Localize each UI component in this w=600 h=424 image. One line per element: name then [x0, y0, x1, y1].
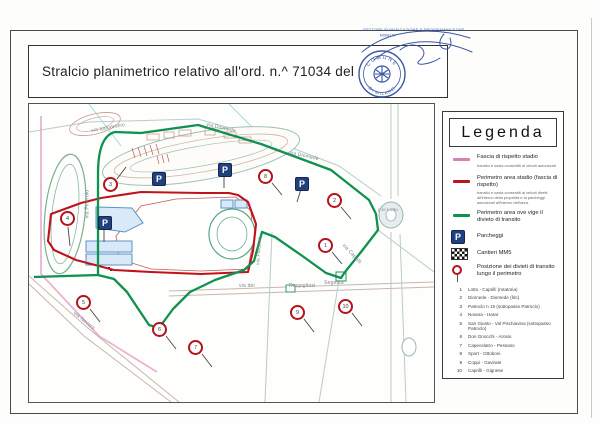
position-label: Don Gnocchi - Arosio	[468, 334, 512, 340]
transit-ban-marker: 9	[290, 305, 305, 320]
position-label: Novara - Harar	[468, 312, 499, 318]
position-row	[449, 334, 559, 339]
position-num: 3	[459, 303, 462, 309]
parking-icon: P	[98, 216, 112, 230]
street-label: via dei	[239, 283, 255, 289]
legend-item-sub: transito e sosta consentiti ai veicoli autorizzati	[477, 163, 556, 168]
street-label: via Diomede	[288, 149, 320, 163]
street-label: via Caprilli	[340, 242, 363, 266]
street-label: p.le Lotto	[377, 207, 399, 212]
position-num: 8	[459, 351, 462, 357]
position-num: 6	[459, 334, 462, 340]
seal-text-bottom: DI MILANO	[367, 85, 397, 97]
position-label: Sport - Ottoboni	[468, 351, 501, 357]
position-row	[449, 312, 559, 317]
position-label: Diomede - Diomede (fdc)	[468, 295, 520, 301]
legend-panel	[442, 111, 564, 379]
parking-icon: P	[152, 172, 166, 186]
transit-ban-marker: 1	[318, 238, 333, 253]
page-title: Stralcio planimetrico relativo all'ord. n.^ 71034 del	[42, 64, 355, 79]
position-label: Lotto - Caprilli (rotatoria)	[468, 287, 518, 292]
position-label: San Giusto - Val Pischiavina (sottopasso Patroclo)	[468, 320, 551, 331]
position-num: 10	[456, 367, 462, 373]
position-num: 2	[459, 295, 462, 301]
municipal-stamp	[348, 22, 478, 110]
marker-swatch-icon	[452, 265, 462, 275]
legend-title: Legenda	[461, 123, 545, 141]
positions-list	[449, 287, 559, 373]
map-canvas	[29, 104, 434, 402]
street-label: via Pinerolo	[84, 189, 91, 219]
scan-edge-line	[591, 18, 592, 418]
legend-item-label: Fascia di rispetto stadio	[477, 154, 538, 160]
parking-icon: P	[295, 177, 309, 191]
street-label: via Diomede	[205, 121, 237, 135]
position-label: Caprilli - Gignese	[468, 367, 504, 373]
parking-icon: P	[218, 163, 232, 177]
position-row	[449, 295, 559, 300]
checker-swatch-icon	[451, 248, 468, 260]
stadium-area	[116, 197, 255, 271]
street-label: via Novara	[71, 310, 96, 332]
position-label: Capecelatro - Pessano	[468, 342, 515, 348]
transit-ban-marker: 4	[60, 211, 75, 226]
map-panel	[28, 103, 435, 403]
street-label: Segesta	[324, 280, 344, 286]
pink-line-swatch-icon	[453, 158, 470, 161]
position-num: 4	[459, 312, 462, 318]
position-num: 5	[459, 320, 462, 326]
position-num: 9	[459, 359, 462, 365]
position-row	[449, 368, 559, 373]
position-row	[449, 321, 559, 331]
seal-text-top: COMUNE	[365, 54, 399, 68]
legend-item-label: Cantieri MM5	[477, 250, 512, 256]
legend-item-label: Parcheggi	[477, 233, 504, 239]
transit-ban-marker: 8	[258, 169, 273, 184]
street-label: via Palatino	[255, 236, 264, 266]
stamp-office-line1: SETTORE PIANIFICAZIONE E PROGRAMMAZIONE	[363, 28, 465, 32]
legend-item-label: Perimetro area stadio (fascia di rispetto)	[477, 175, 558, 189]
street-label: via Ippodromo	[90, 122, 126, 134]
position-label: Coppi - Gavirate	[468, 359, 502, 365]
position-label: Patroclo n 19 (sottopasso Patroclo)	[468, 303, 540, 309]
position-num: 7	[459, 342, 462, 348]
position-row	[449, 304, 559, 309]
position-row	[449, 343, 559, 348]
legend-item-label: Posizione dei divieti di transito lungo il perimetro	[477, 264, 555, 278]
transit-ban-marker: 5	[76, 295, 91, 310]
legend-item-sub: transito e sosta consentiti ai veicoli diretti all'interno della proprietà e ai parcheggi autorizzati all'interno dell'area.	[477, 190, 548, 206]
legend-title-box	[449, 118, 557, 147]
transit-ban-marker: 2	[327, 193, 342, 208]
transit-ban-marker: 3	[103, 177, 118, 192]
position-row	[449, 351, 559, 356]
parking-icon: P	[451, 230, 465, 244]
transit-ban-marker: 10	[338, 299, 353, 314]
position-num: 1	[459, 287, 462, 292]
stamp-office-line2: MOBILITA'	[379, 33, 397, 38]
position-row	[449, 287, 559, 292]
legend-item-label: Perimetro area ove vige il divieto di transito	[477, 210, 543, 224]
transit-ban-marker: 6	[152, 322, 167, 337]
transit-ban-marker: 7	[188, 340, 203, 355]
green-line-swatch-icon	[453, 214, 470, 217]
position-row	[449, 360, 559, 365]
comune-milano-seal-icon	[359, 51, 405, 97]
street-label: Rospigliosi	[289, 283, 316, 289]
red-line-swatch-icon	[453, 180, 470, 183]
